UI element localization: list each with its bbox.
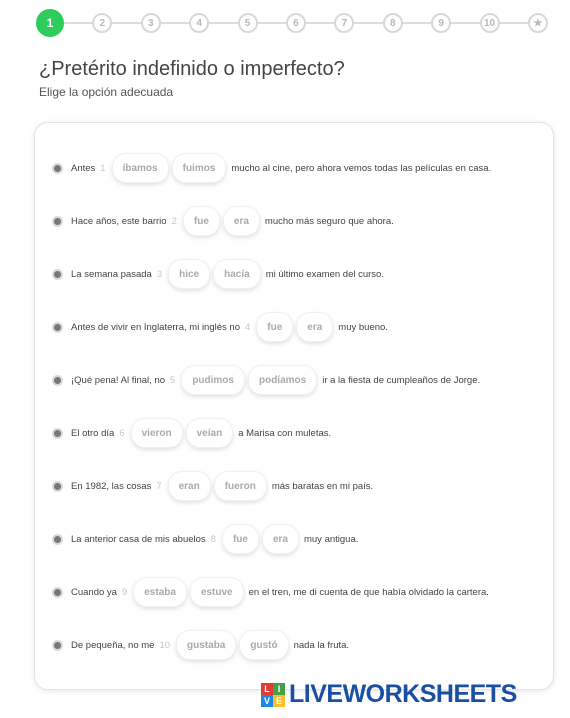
answer-option-button[interactable]: fue <box>222 524 259 554</box>
question-text-before: Antes de vivir en Inglaterra, mi inglés no <box>71 321 240 333</box>
question-row <box>54 524 358 554</box>
answer-option-button[interactable]: fueron <box>214 471 267 501</box>
logo-letter-tile: L <box>261 683 273 695</box>
answer-option-button[interactable]: eran <box>168 471 211 501</box>
question-text-before: De pequeña, no me <box>71 639 155 651</box>
exercise-card <box>34 122 554 690</box>
radio-dot-icon <box>54 377 61 384</box>
question-row <box>54 365 480 395</box>
question-text-after: en el tren, me di cuenta de que había olvidado la cartera. <box>248 586 489 598</box>
radio-dot-icon <box>54 218 61 225</box>
question-row <box>54 259 384 289</box>
question-number: 8 <box>210 533 216 545</box>
question-text-after: mucho al cine, pero ahora vemos todas las películas en casa. <box>231 162 492 174</box>
logo-letter-tile: I <box>273 683 285 695</box>
logo-letter-tile: V <box>261 695 273 707</box>
question-number: 1 <box>100 162 106 174</box>
radio-dot-icon <box>54 271 61 278</box>
question-row <box>54 418 331 448</box>
question-number: 3 <box>156 268 163 280</box>
question-text-after: muy bueno. <box>338 321 388 333</box>
answer-option-button[interactable]: fue <box>256 312 293 342</box>
question-text-before: La anterior casa de mis abuelos <box>71 533 206 545</box>
question-text-after: muy antigua. <box>303 533 359 545</box>
question-number: 6 <box>119 427 125 439</box>
answer-option-button[interactable]: hacía <box>213 259 261 289</box>
answer-option-button[interactable]: era <box>223 206 260 236</box>
question-text-after: mi último examen del curso. <box>265 268 384 280</box>
answer-option-button[interactable]: hice <box>168 259 210 289</box>
question-text-after: más baratas en mi país. <box>271 480 374 492</box>
question-text-after: a Marisa con muletas. <box>238 427 332 439</box>
step-2[interactable]: 2 <box>92 13 112 33</box>
answer-option-button[interactable]: era <box>296 312 333 342</box>
logo-mark <box>261 683 285 707</box>
page-title: ¿Pretérito indefinido o imperfecto? <box>39 58 345 80</box>
step-7[interactable]: 7 <box>334 13 354 33</box>
radio-dot-icon <box>54 430 61 437</box>
answer-option-button[interactable]: podíamos <box>248 365 317 395</box>
answer-option-button[interactable]: gustaba <box>176 630 236 660</box>
step-10[interactable]: 10 <box>480 13 500 33</box>
answer-option-button[interactable]: íbamos <box>112 153 169 183</box>
question-row <box>54 312 388 342</box>
radio-dot-icon <box>54 642 61 649</box>
answer-option-button[interactable]: veían <box>186 418 234 448</box>
radio-dot-icon <box>54 589 61 596</box>
logo-text: LIVEWORKSHEETS <box>289 680 517 708</box>
step-1[interactable]: 1 <box>36 9 64 37</box>
question-text-before: En 1982, las cosas <box>71 480 152 492</box>
answer-option-button[interactable]: pudimos <box>181 365 245 395</box>
question-row <box>54 630 349 660</box>
question-text-before: Hace años, este barrio <box>71 215 167 227</box>
radio-dot-icon <box>54 165 61 172</box>
liveworksheets-logo <box>261 680 517 709</box>
question-row <box>54 206 394 236</box>
answer-option-button[interactable]: fuimos <box>172 153 227 183</box>
answer-option-button[interactable]: fue <box>183 206 220 236</box>
step-8[interactable]: 8 <box>383 13 403 33</box>
question-number: 9 <box>121 586 128 598</box>
question-text-before: Cuando ya <box>71 586 117 598</box>
question-text-after: ir a la fiesta de cumpleaños de Jorge. <box>322 374 481 386</box>
radio-dot-icon <box>54 483 61 490</box>
question-number: 2 <box>171 215 177 227</box>
question-number: 5 <box>170 374 176 386</box>
question-row <box>54 471 373 501</box>
question-text-before: La semana pasada <box>71 268 152 280</box>
question-text-before: El otro día <box>71 427 115 439</box>
step-progress <box>36 12 548 34</box>
question-text-after: nada la fruta. <box>293 639 350 651</box>
question-row <box>54 153 491 183</box>
question-text-after: mucho más seguro que ahora. <box>264 215 394 227</box>
step-4[interactable]: 4 <box>189 13 209 33</box>
answer-option-button[interactable]: estuve <box>190 577 244 607</box>
step-3[interactable]: 3 <box>141 13 161 33</box>
answer-option-button[interactable]: vieron <box>131 418 183 448</box>
radio-dot-icon <box>54 536 61 543</box>
step-6[interactable]: 6 <box>286 13 306 33</box>
logo-letter-tile: E <box>273 695 285 707</box>
answer-option-button[interactable]: era <box>262 524 299 554</box>
radio-dot-icon <box>54 324 61 331</box>
answer-option-button[interactable]: gustó <box>239 630 288 660</box>
step-5[interactable]: 5 <box>238 13 258 33</box>
page-subtitle: Elige la opción adecuada <box>39 85 174 99</box>
question-text-before: Antes <box>71 162 96 174</box>
question-row <box>54 577 489 607</box>
answer-option-button[interactable]: estaba <box>133 577 187 607</box>
question-number: 10 <box>159 639 171 651</box>
question-number: 7 <box>156 480 162 492</box>
step-finish-star-icon[interactable]: ★ <box>528 13 548 33</box>
question-text-before: ¡Qué pena! Al final, no <box>71 374 166 386</box>
question-number: 4 <box>244 321 251 333</box>
step-9[interactable]: 9 <box>431 13 451 33</box>
